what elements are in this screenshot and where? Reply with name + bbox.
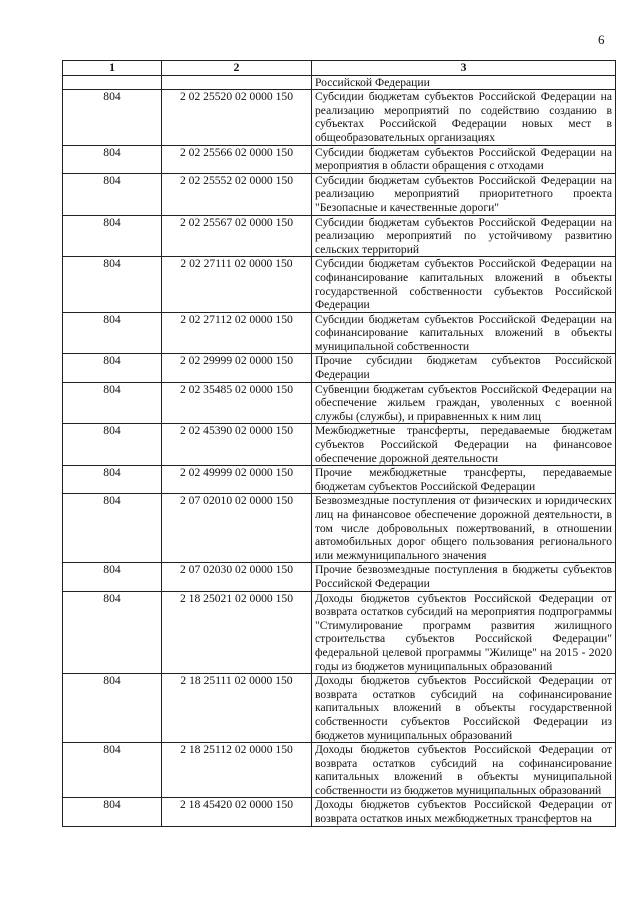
table-row xyxy=(63,90,616,145)
admin-code-cell: 804 xyxy=(63,798,162,826)
description-cell: Доходы бюджетов субъектов Российской Федерации от возврата остатков иных межбюджетных трансфертов на xyxy=(312,798,616,826)
budget-code-cell: 2 07 02030 02 0000 150 xyxy=(162,563,312,591)
admin-code-cell: 804 xyxy=(63,466,162,494)
table-row xyxy=(63,798,616,826)
budget-code-cell: 2 02 25566 02 0000 150 xyxy=(162,145,312,173)
budget-code-cell xyxy=(162,75,312,90)
admin-code-cell: 804 xyxy=(63,90,162,145)
budget-code-cell: 2 18 25112 02 0000 150 xyxy=(162,743,312,798)
description-cell: Доходы бюджетов субъектов Российской Федерации от возврата остатков субсидий на софинансирование капитальных вложений в объекты государственной собственности субъектов Российской Федерации из бюджетов муниципальных образований xyxy=(312,674,616,743)
budget-code-cell: 2 02 25567 02 0000 150 xyxy=(162,215,312,257)
column-header-3: 3 xyxy=(312,61,616,76)
budget-code-cell: 2 02 25552 02 0000 150 xyxy=(162,173,312,215)
description-cell: Российской Федерации xyxy=(312,75,616,90)
admin-code-cell: 804 xyxy=(63,591,162,674)
table-row xyxy=(63,382,616,424)
table-row xyxy=(63,215,616,257)
description-cell: Субсидии бюджетам субъектов Российской Федерации на реализацию мероприятий по устойчивому развитию сельских территорий xyxy=(312,215,616,257)
admin-code-cell: 804 xyxy=(63,424,162,466)
table-row xyxy=(63,145,616,173)
table-row xyxy=(63,563,616,591)
column-header-2: 2 xyxy=(162,61,312,76)
page-number: 6 xyxy=(598,32,605,47)
description-cell: Субсидии бюджетам субъектов Российской Федерации на софинансирование капитальных вложений в объекты государственной собственности субъектов Российской Федерации xyxy=(312,257,616,312)
table-row xyxy=(63,354,616,382)
description-cell: Субвенции бюджетам субъектов Российской Федерации на обеспечение жильем граждан, уволенных с военной службы (службы), и приравненных к ним лиц xyxy=(312,382,616,424)
table-row xyxy=(63,312,616,354)
description-cell: Доходы бюджетов субъектов Российской Федерации от возврата остатков субсидий на мероприятия подпрограммы "Стимулирование программ развития жилищного строительства субъектов Российской Федерации" федеральной целевой программы "Жилище" на 2015 - 2020 годы из бюджетов муниципальных образований xyxy=(312,591,616,674)
table-row xyxy=(63,466,616,494)
admin-code-cell: 804 xyxy=(63,743,162,798)
budget-code-cell: 2 02 27112 02 0000 150 xyxy=(162,312,312,354)
admin-code-cell: 804 xyxy=(63,382,162,424)
admin-code-cell xyxy=(63,75,162,90)
admin-code-cell: 804 xyxy=(63,494,162,563)
description-cell: Субсидии бюджетам субъектов Российской Федерации на реализацию мероприятий по содействию созданию в субъектах Российской Федерации новых мест в общеобразовательных организациях xyxy=(312,90,616,145)
table-row xyxy=(63,743,616,798)
budget-code-cell: 2 07 02010 02 0000 150 xyxy=(162,494,312,563)
table-row xyxy=(63,257,616,312)
description-cell: Субсидии бюджетам субъектов Российской Федерации на реализацию мероприятий приоритетного проекта "Безопасные и качественные дороги" xyxy=(312,173,616,215)
description-cell: Прочие межбюджетные трансферты, передаваемые бюджетам субъектов Российской Федерации xyxy=(312,466,616,494)
table-row xyxy=(63,173,616,215)
description-cell: Межбюджетные трансферты, передаваемые бюджетам субъектов Российской Федерации на финансовое обеспечение дорожной деятельности xyxy=(312,424,616,466)
admin-code-cell: 804 xyxy=(63,257,162,312)
description-cell: Прочие безвозмездные поступления в бюджеты субъектов Российской Федерации xyxy=(312,563,616,591)
budget-code-cell: 2 18 25021 02 0000 150 xyxy=(162,591,312,674)
description-cell: Доходы бюджетов субъектов Российской Федерации от возврата остатков субсидий на софинансирование капитальных вложений в объекты муниципальной собственности из бюджетов муниципальных образований xyxy=(312,743,616,798)
table-header-row xyxy=(63,61,616,76)
admin-code-cell: 804 xyxy=(63,312,162,354)
description-cell: Безвозмездные поступления от физических и юридических лиц на финансовое обеспечение дорожной деятельности, в том числе добровольных пожертвований, в отношении автомобильных дорог общего пользования регионального или межмуниципального значения xyxy=(312,494,616,563)
admin-code-cell: 804 xyxy=(63,173,162,215)
description-cell: Субсидии бюджетам субъектов Российской Федерации на софинансирование капитальных вложений в объекты муниципальной собственности xyxy=(312,312,616,354)
budget-code-cell: 2 02 25520 02 0000 150 xyxy=(162,90,312,145)
budget-code-cell: 2 02 29999 02 0000 150 xyxy=(162,354,312,382)
description-cell: Прочие субсидии бюджетам субъектов Российской Федерации xyxy=(312,354,616,382)
admin-code-cell: 804 xyxy=(63,354,162,382)
budget-code-cell: 2 02 35485 02 0000 150 xyxy=(162,382,312,424)
table-row xyxy=(63,494,616,563)
admin-code-cell: 804 xyxy=(63,674,162,743)
budget-code-cell: 2 18 25111 02 0000 150 xyxy=(162,674,312,743)
table-row xyxy=(63,591,616,674)
budget-code-cell: 2 02 49999 02 0000 150 xyxy=(162,466,312,494)
admin-code-cell: 804 xyxy=(63,563,162,591)
revenue-classification-table xyxy=(62,60,616,827)
budget-code-cell: 2 18 45420 02 0000 150 xyxy=(162,798,312,826)
admin-code-cell: 804 xyxy=(63,215,162,257)
table-row xyxy=(63,674,616,743)
budget-code-cell: 2 02 45390 02 0000 150 xyxy=(162,424,312,466)
column-header-1: 1 xyxy=(63,61,162,76)
table-row xyxy=(63,75,616,90)
table-row xyxy=(63,424,616,466)
description-cell: Субсидии бюджетам субъектов Российской Федерации на мероприятия в области обращения с отходами xyxy=(312,145,616,173)
budget-code-cell: 2 02 27111 02 0000 150 xyxy=(162,257,312,312)
admin-code-cell: 804 xyxy=(63,145,162,173)
